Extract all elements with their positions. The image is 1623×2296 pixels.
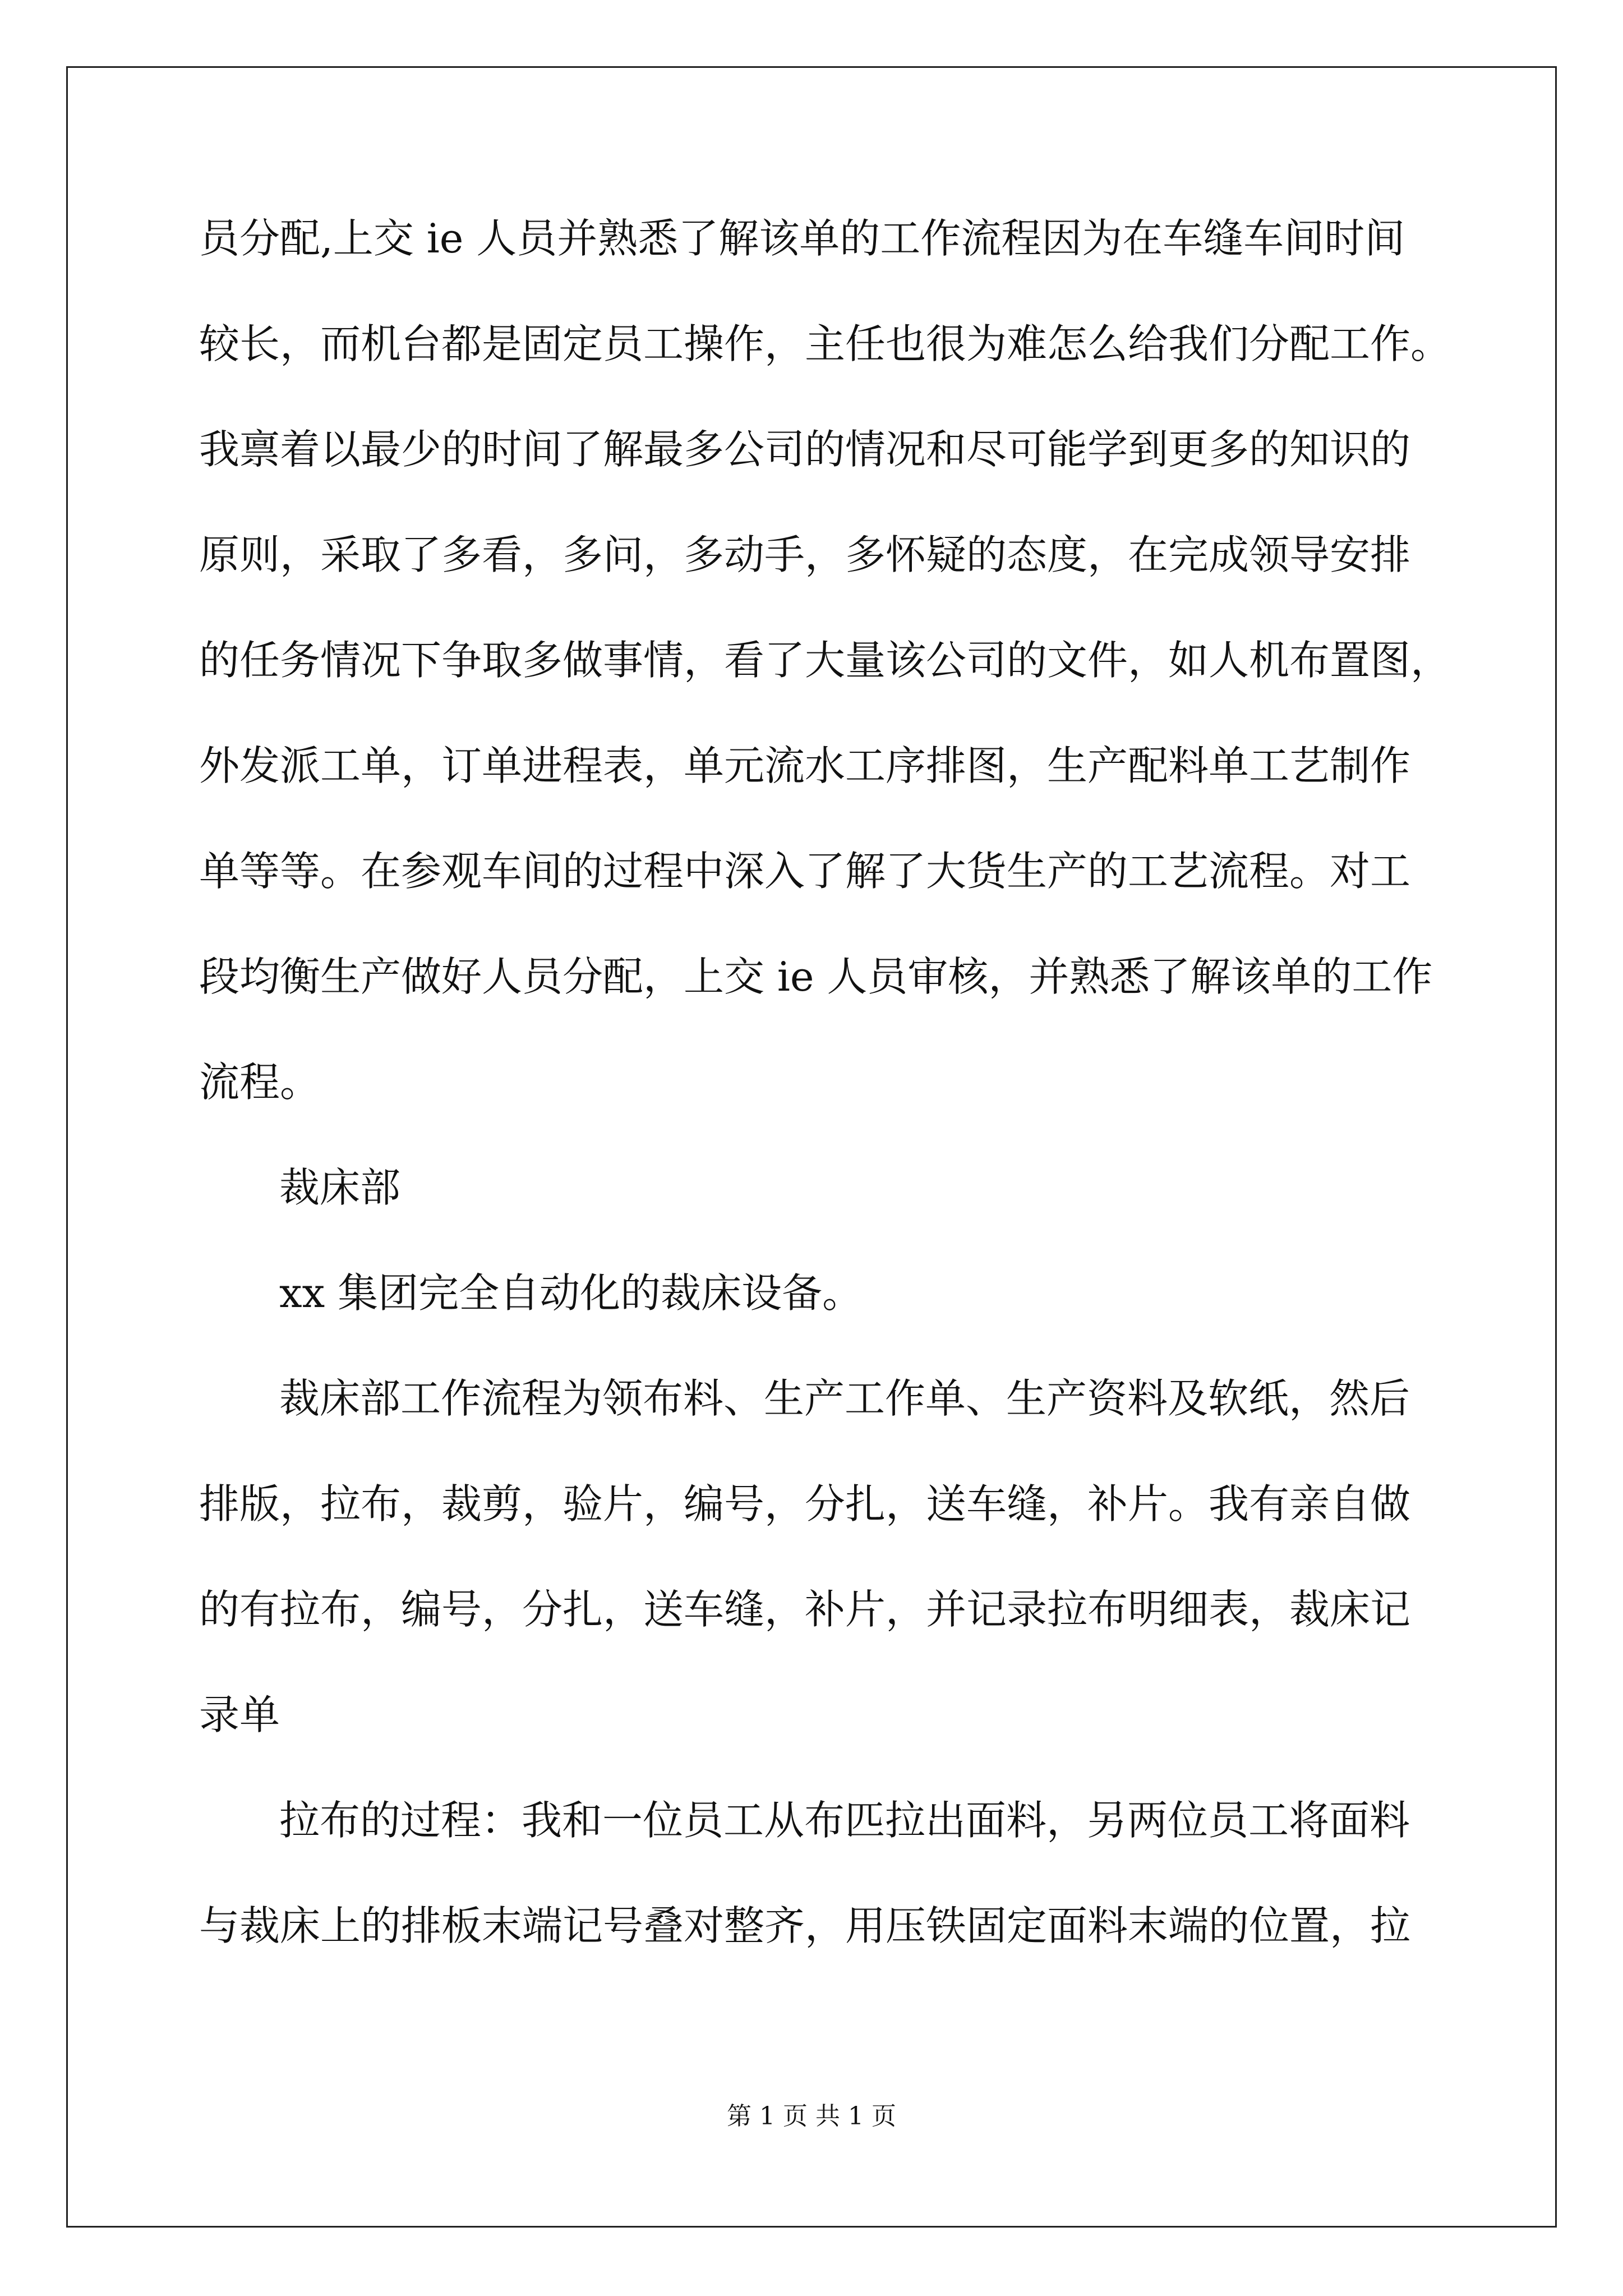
text-line: 的有拉布，编号，分扎，送车缝，补片，并记录拉布明细表，裁床记 [199, 1586, 1411, 1633]
section-heading: 裁床部 [279, 1164, 401, 1211]
text-line: 员分配,上交 ie 人员并熟悉了解该单的工作流程因为在车缝车间时间 [199, 215, 1405, 262]
text-line: 与裁床上的排板末端记号叠对整齐，用压铁固定面料末端的位置，拉 [199, 1902, 1411, 1949]
text-line: 单等等。在参观车间的过程中深入了解了大货生产的工艺流程。对工 [199, 848, 1411, 895]
text-line: 排版，拉布，裁剪，验片，编号，分扎，送车缝，补片。我有亲自做 [199, 1480, 1411, 1527]
text-line: 段均衡生产做好人员分配，上交 ie 人员审核，并熟悉了解该单的工作 [199, 953, 1433, 1000]
text-line: 原则，采取了多看，多问，多动手，多怀疑的态度，在完成领导安排 [199, 531, 1411, 578]
text-line: 拉布的过程：我和一位员工从布匹拉出面料，另两位员工将面料 [279, 1797, 1410, 1844]
text-line: 的任务情况下争取多做事情，看了大量该公司的文件，如人机布置图， [199, 637, 1451, 684]
text-line: 录单 [199, 1691, 280, 1738]
text-line: 较长，而机台都是固定员工操作，主任也很为难怎么给我们分配工作。 [199, 320, 1451, 367]
text-line: 我禀着以最少的时间了解最多公司的情况和尽可能学到更多的知识的 [199, 426, 1411, 473]
page-footer: 第 1 页 共 1 页 [727, 2102, 896, 2131]
text-line: xx 集团完全自动化的裁床设备。 [279, 1269, 863, 1317]
text-line: 流程。 [199, 1059, 321, 1106]
text-line: 外发派工单，订单进程表，单元流水工序排图，生产配料单工艺制作 [199, 742, 1411, 789]
text-line: 裁床部工作流程为领布料、生产工作单、生产资料及软纸，然后 [279, 1375, 1410, 1422]
